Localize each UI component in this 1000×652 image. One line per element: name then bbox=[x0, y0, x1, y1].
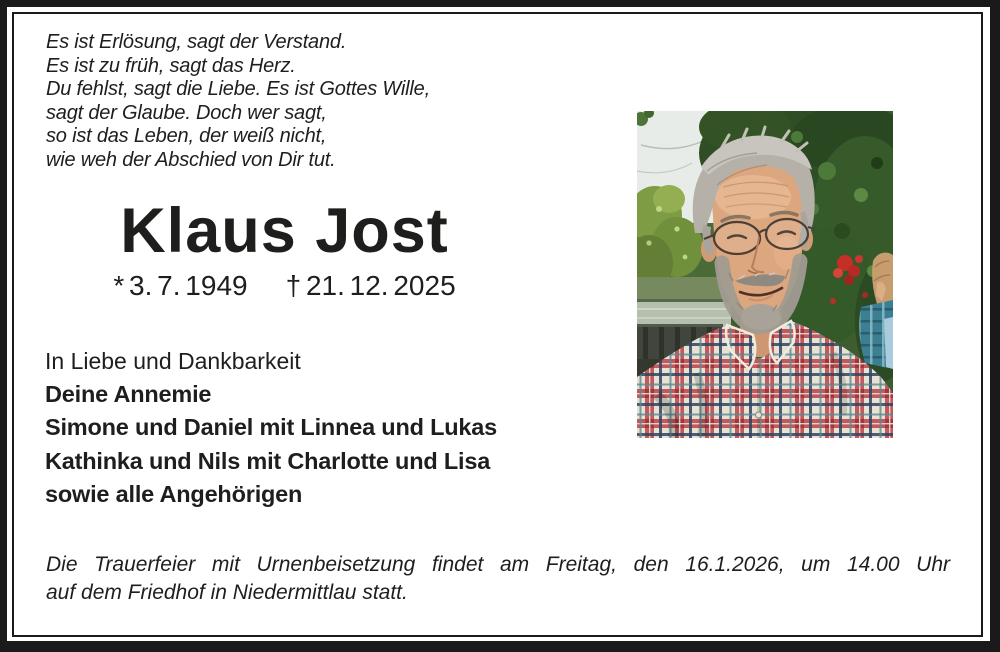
mourner-line: Kathinka und Nils mit Charlotte und Lisa bbox=[45, 447, 491, 474]
funeral-info-line: auf dem Friedhof in Niedermittlau statt. bbox=[46, 580, 408, 604]
mourner-line: Deine Annemie bbox=[45, 381, 212, 408]
deceased-name: Klaus Jost bbox=[120, 196, 449, 266]
death-date: † 21. 12. 2025 bbox=[285, 270, 456, 301]
poem-line: Es ist zu früh, sagt das Herz. bbox=[46, 54, 296, 77]
mourners-block bbox=[45, 345, 497, 511]
poem-line: Es ist Erlösung, sagt der Verstand. bbox=[46, 31, 347, 53]
mourner-line: sowie alle Angehörigen bbox=[45, 480, 303, 507]
memorial-poem bbox=[46, 31, 430, 172]
closing-phrase: In Liebe und Dankbarkeit bbox=[45, 348, 301, 374]
poem-line: Du fehlst, sagt die Liebe. Es ist Gottes Wille, bbox=[46, 78, 430, 100]
poem-line: wie weh der Abschied von Dir tut. bbox=[46, 148, 336, 171]
name-block bbox=[12, 196, 557, 302]
portrait-photo bbox=[637, 111, 893, 438]
funeral-info-line: Die Trauerfeier mit Urnenbeisetzung findet am Freitag, den 16.1.2026, um 14.00 Uhr bbox=[46, 553, 950, 576]
poem-line: so ist das Leben, der weiß nicht, bbox=[46, 125, 327, 147]
poem-line: sagt der Glaube. Doch wer sagt, bbox=[46, 101, 327, 124]
birth-date: * 3. 7. 1949 bbox=[113, 270, 248, 301]
funeral-info bbox=[46, 551, 950, 606]
life-dates bbox=[12, 270, 557, 302]
mourner-line: Simone und Daniel mit Linnea und Lukas bbox=[45, 414, 498, 441]
portrait-photo-illustration bbox=[637, 111, 893, 438]
